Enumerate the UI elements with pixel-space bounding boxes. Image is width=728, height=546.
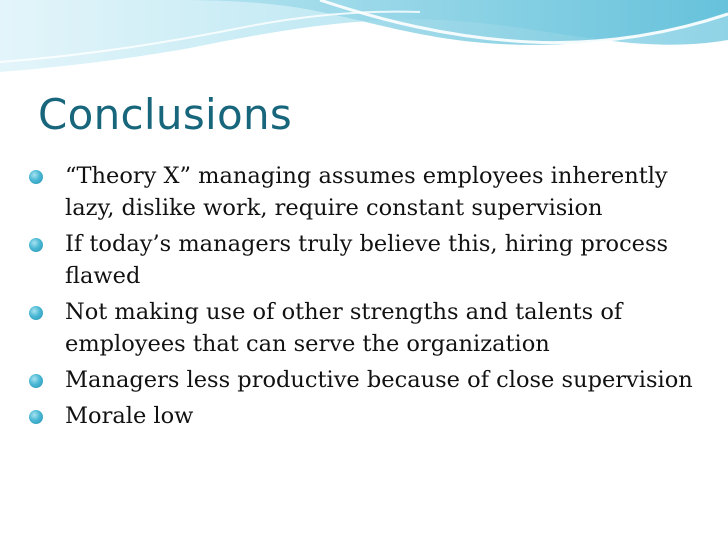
header-wave-decoration [0,0,728,100]
bullet-item [28,160,708,224]
bullet-text: Not making use of other strengths and talents of employees that can serve the organization [65,299,623,357]
slide-title: Conclusions [38,90,293,139]
bullet-item [28,228,708,292]
bullet-item [28,364,708,396]
bullet-text: Morale low [65,403,194,429]
bullet-item [28,296,708,360]
bullet-dot-icon [29,238,43,252]
bullet-item [28,400,708,432]
bullet-text: Managers less productive because of close supervision [65,367,693,393]
bullet-dot-icon [29,170,43,184]
bullet-dot-icon [29,306,43,320]
bullet-dot-icon [29,374,43,388]
bullet-dot-icon [29,410,43,424]
bullet-text: If today’s managers truly believe this, hiring process flawed [65,231,669,289]
bullet-text: “Theory X” managing assumes employees inherently lazy, dislike work, require constant supervision [65,163,668,221]
bullet-list [28,160,708,436]
